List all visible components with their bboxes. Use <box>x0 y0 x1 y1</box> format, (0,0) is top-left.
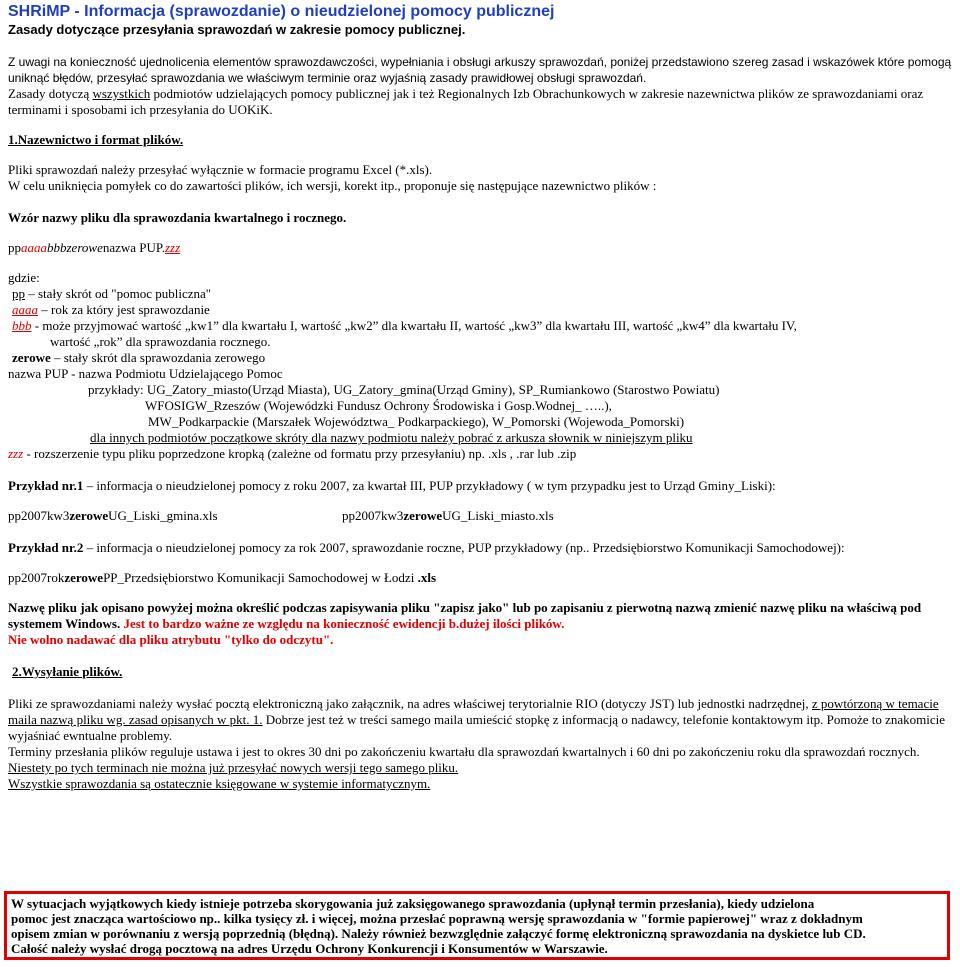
page-subtitle: Zasady dotyczące przesyłania sprawozdań w zakresie pomocy publicznej. <box>8 22 466 37</box>
booking-note: Wszystkie sprawozdania są ostatecznie księgowane w systemie informatycznym. <box>8 776 431 791</box>
naming-intro-line: W celu uniknięcia pomyłek co do zawartości plików, ich wersji, korekt itp., proponuje się następujące nazewnictwo plików : <box>8 178 657 193</box>
definition-aaaa: aaaa – rok za który jest sprawozdanie <box>12 302 210 317</box>
example-entities-2: WFOSIGW_Rzeszów (Wojewódzki Fundusz Ochrony Środowiska i Gosp.Wodnej_ …..), <box>145 398 612 413</box>
intro-paragraph: Z uwagi na konieczność ujednolicenia elementów sprawozdawczości, wypełniania i obsługi arkuszy sprawozdań, poniżej przedstawiono szereg zasad i wskazówek które pomogą uniknąć błędów, przesyłać sprawozdania we właściwym terminie oraz wyjaśnią zasady prawidłowej obsługi sprawozdań. <box>8 55 952 85</box>
late-warning: Niestety po tych terminach nie można już przesyłać nowych wersji tego samego pliku. <box>8 760 459 775</box>
example-2: Przykład nr.2 – informacja o nieudzielonej pomocy za rok 2007, sprawozdanie roczne, PUP przykładowy (np.. Przedsiębiorstwo Komunikacji Samochodowej): <box>8 540 845 555</box>
definition-nazwa: nazwa PUP - nazwa Podmiotu Udzielającego Pomoc <box>8 366 283 381</box>
sending-paragraph: Pliki ze sprawozdaniami należy wysłać pocztą elektroniczną jako załącznik, na adres właściwej terytorialnie RIO (dotyczy JST) lub jednostki nadrzędnej, z powtórzoną w temacie maila nazwą pliku wg. zasad opisanych w pkt. 1. Dobrze jest też w treści samego maila umieścić stopkę z informacją o nadawcy, telefonie kontaktowym itp. Pomoże to znakomicie wyjaśniać ewntualne problemy. <box>8 696 946 743</box>
example-1-file-b: pp2007kw3zeroweUG_Liski_miasto.xls <box>342 508 554 523</box>
deadline-paragraph: Terminy przesłania plików reguluje ustawa i jest to okres 30 dni po zakończeniu kwartału dla sprawozdań kwartalnych i 60 dni po zakończeniu roku dla sprawozdań rocznych. <box>8 744 920 759</box>
section-2-heading: 2.Wysyłanie plików. <box>12 664 123 679</box>
notice-line-3: opisem zmian w porównaniu z wersją poprzednią (błędną). Należy również bezwzględnie załączyć formę elektroniczną sprawozdania na dyskietce lub CD. <box>11 926 866 941</box>
correction-notice-box <box>4 891 950 960</box>
notice-line-4: Całość należy wysłać drogą pocztową na adres Urzędu Ochrony Konkurencji i Konsumentów w Warszawie. <box>11 941 608 956</box>
example-2-file: pp2007rokzerowePP_Przedsiębiorstwo Komunikacji Samochodowej w Łodzi .xls <box>8 570 436 585</box>
format-line: Pliki sprawozdań należy przesyłać wyłącznie w formacie programu Excel (*.xls). <box>8 162 433 177</box>
example-1-file-a: pp2007kw3zeroweUG_Liski_gmina.xls <box>8 508 218 523</box>
where-label: gdzie: <box>8 270 40 285</box>
filename-pattern: ppaaaabbbzerowenazwa PUP.zzz <box>8 240 181 255</box>
page-title: SHRiMP - Informacja (sprawozdanie) o nieudzielonej pomocy publicznej <box>8 3 555 20</box>
definition-bbb-cont: wartość „rok” dla sprawozdania rocznego. <box>50 334 271 349</box>
notice-line-1: W sytuacjach wyjątkowych kiedy istnieje potrzeba skorygowania już zaksięgowanego sprawozdania (upłynął termin przesłania), kiedy udzielona <box>11 896 815 911</box>
other-entities-note: dla innych podmiotów początkowe skróty dla nazwy podmiotu należy pobrać z arkusza słownik w niniejszym pliku <box>90 430 693 445</box>
definition-zerowe: zerowe – stały skrót dla sprawozdania zerowego <box>12 350 266 365</box>
readonly-warning: Nie wolno nadawać dla pliku atrybutu "tylko do odczytu". <box>8 632 334 647</box>
example-entities-1: przykłady: UG_Zatory_miasto(Urząd Miasta), UG_Zatory_gmina(Urząd Gminy), SP_Rumiankowo (Starostwo Powiatu) <box>88 382 720 397</box>
definition-pp: pp – stały skrót od "pomoc publiczna" <box>12 286 212 301</box>
section-1-heading: 1.Nazewnictwo i format plików. <box>8 132 184 147</box>
naming-note: Nazwę pliku jak opisano powyżej można określić podczas zapisywania pliku "zapisz jako" lub po zapisaniu z pierwotną nazwą zmienić nazwę pliku na właściwą pod systemem Windows. Jest to bardzo ważne ze względu na konieczność ewidencji b.dużej ilości plików. <box>8 600 922 631</box>
scope-paragraph: Zasady dotyczą wszystkich podmiotów udzielających pomocy publicznej jak i też Regionalnych Izb Obrachunkowych w zakresie nazewnictwa plików ze sprawozdaniami oraz terminami i sposobami ich przesyłania do UOKiK. <box>8 86 924 117</box>
pattern-heading: Wzór nazwy pliku dla sprawozdania kwartalnego i rocznego. <box>8 210 347 225</box>
example-1: Przykład nr.1 – informacja o nieudzielonej pomocy z roku 2007, za kwartał III, PUP przykładowy ( w tym przypadku jest to Urząd Gminy_Liski): <box>8 478 776 493</box>
definition-zzz: zzz - rozszerzenie typu pliku poprzedzone kropką (zależne od formatu przy przesyłaniu) np. .xls , .rar lub .zip <box>8 446 577 461</box>
definition-bbb: bbb - może przyjmować wartość „kw1” dla kwartału I, wartość „kw2” dla kwartału II, wartość „kw3” dla kwartału III, wartość „kw4” dla kwartału IV, <box>12 318 797 333</box>
notice-line-2: pomoc jest znacząca wartościowo np.. kilka tysięcy zł. i więcej, można przesłać poprawną wersję sprawozdania w "formie papierowej" wraz z dokładnym <box>11 911 863 926</box>
emphasis-all: wszystkich <box>92 86 151 101</box>
example-1-files <box>8 508 952 524</box>
example-entities-3: MW_Podkarpackie (Marszałek Województwa_ Podkarpackiego), W_Pomorski (Wojewoda_Pomorski) <box>148 414 685 429</box>
